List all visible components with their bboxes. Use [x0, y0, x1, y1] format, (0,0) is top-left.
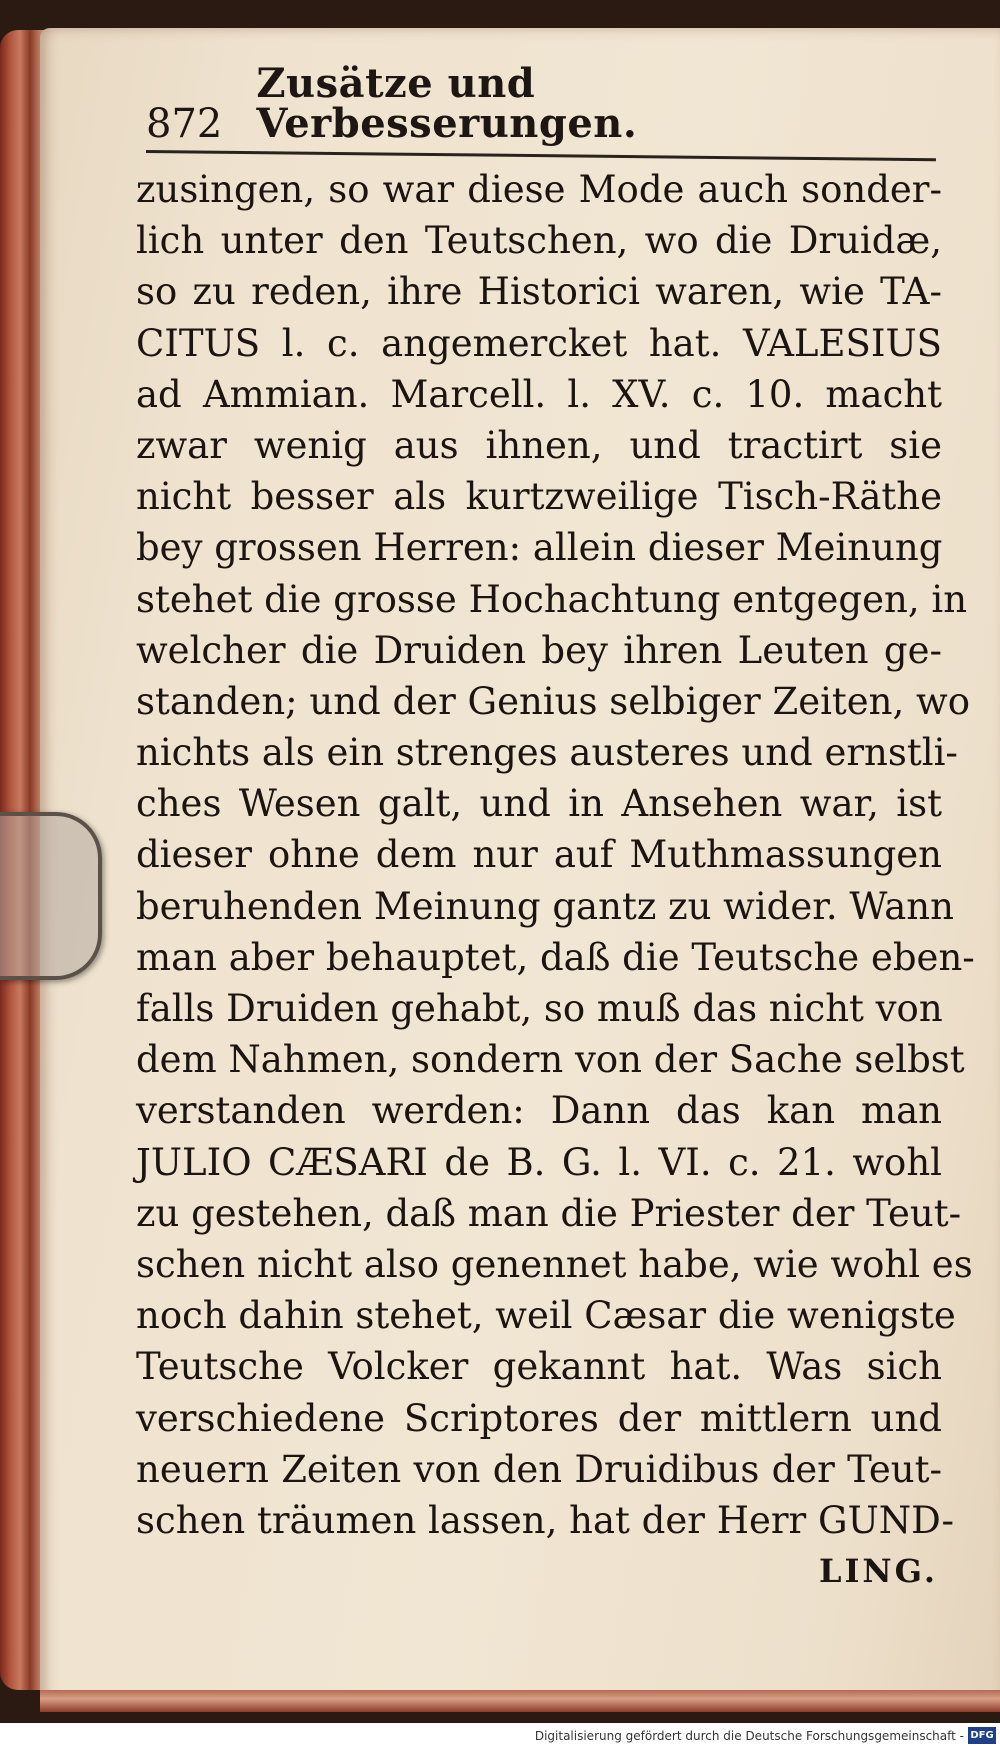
text-line: verschiedene Scriptores der mittlern und: [136, 1396, 942, 1440]
text-line: neuern Zeiten von den Druidibus der Teut-: [136, 1447, 942, 1491]
text-line: bey grossen Herren: allein dieser Meinung: [136, 526, 943, 570]
text-line: so zu reden, ihre Historici waren, wie TA-: [136, 270, 942, 314]
page-header: [146, 60, 926, 147]
text-line: schen nicht also genennet habe, wie wohl es: [136, 1242, 973, 1286]
text-line: CITUS l. c. angemercket hat. VALESIUS: [136, 321, 942, 365]
text-line: ad Ammian. Marcell. l. XV. c. 10. macht: [136, 372, 942, 416]
text-line: welcher die Druiden bey ihren Leuten ge-: [136, 628, 942, 672]
text-line: verstanden werden: Dann das kan man: [136, 1089, 942, 1133]
text-line: noch dahin stehet, weil Cæsar die wenigste: [136, 1294, 956, 1338]
digitization-credit: Digitalisierung gefördert durch die Deutsche Forschungsgemeinschaft -: [534, 1729, 964, 1743]
catchword: LING.: [818, 1552, 938, 1590]
text-line: zu gestehen, daß man die Priester der Teut-: [136, 1191, 962, 1235]
text-line: standen; und der Genius selbiger Zeiten, wo: [136, 679, 970, 723]
text-line: dem Nahmen, sondern von der Sache selbst: [136, 1038, 965, 1082]
text-line: zwar wenig aus ihnen, und tractirt sie: [136, 423, 942, 467]
page-bottom-edge: [40, 1690, 1000, 1712]
page-holder-clip: [0, 812, 102, 980]
text-line: man aber behauptet, daß die Teutsche eben-: [136, 935, 975, 979]
text-line: lich unter den Teutschen, wo die Druidæ,: [136, 219, 942, 263]
text-line: beruhenden Meinung gantz zu wider. Wann: [136, 884, 954, 928]
text-line: zusingen, so war diese Mode auch sonder-: [136, 168, 942, 211]
text-line: dieser ohne dem nur auf Muthmassungen: [136, 833, 942, 877]
text-line: stehet die grosse Hochachtung entgegen, in: [136, 577, 968, 621]
text-line: JULIO CÆSARI de B. G. l. VI. c. 21. wohl: [136, 1140, 942, 1184]
text-line: Teutsche Volcker gekannt hat. Was sich: [136, 1345, 942, 1389]
running-title: Zusätze und Verbesserungen.: [256, 60, 638, 147]
text-line: nichts als ein strenges austeres und ernstli-: [136, 731, 958, 775]
text-line: ches Wesen galt, und in Ansehen war, ist: [136, 782, 942, 826]
text-line: schen träumen lassen, hat der Herr GUND-: [136, 1498, 954, 1542]
text-line: falls Druiden gehabt, so muß das nicht von: [136, 987, 943, 1030]
body-text: [136, 164, 975, 1546]
page-number: 872: [146, 101, 223, 147]
text-line: nicht besser als kurtzweilige Tisch-Räthe: [136, 475, 942, 519]
dfg-logo: DFG: [968, 1727, 996, 1744]
